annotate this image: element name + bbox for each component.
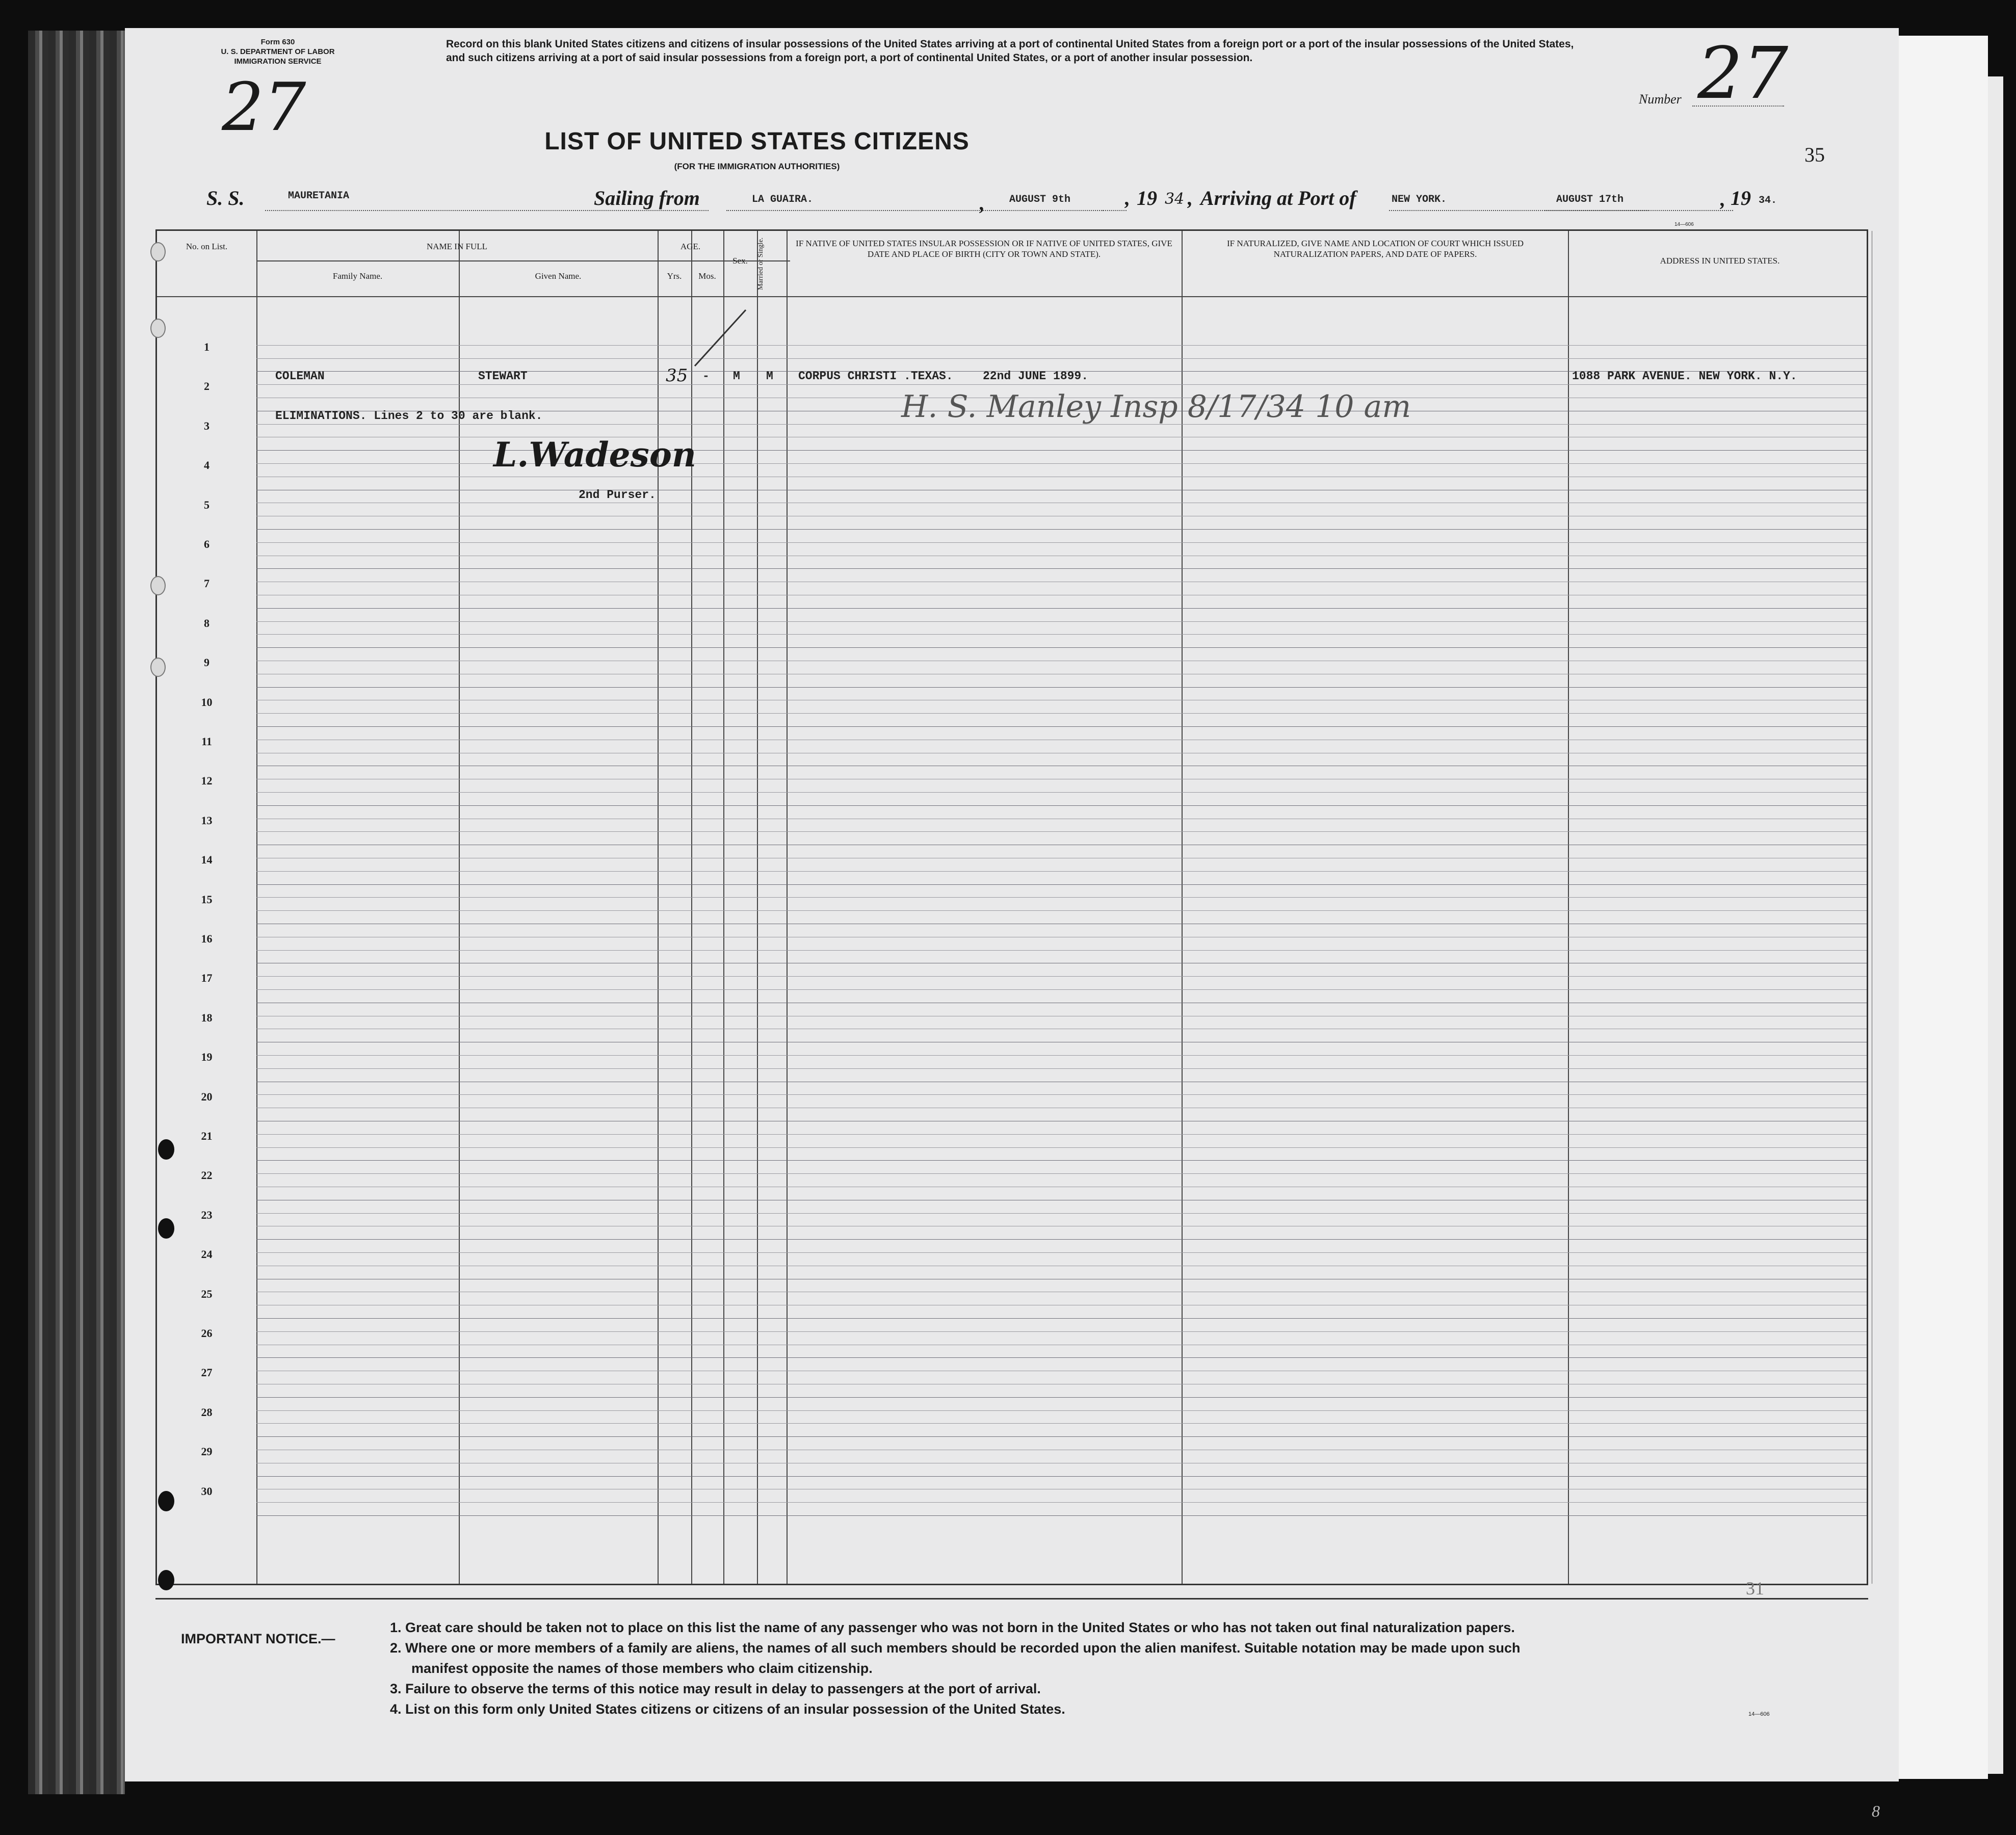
notice-2: 2. Where one or more members of a family are aliens, the names of all such members should be recorded upon the alien manifest. Suitable notation may be made upon such — [390, 1640, 1521, 1656]
row-rule — [256, 1476, 1867, 1477]
birth-date-entry: 22nd JUNE 1899. — [983, 370, 1089, 383]
row-rule — [256, 897, 1867, 898]
column-divider — [1182, 231, 1183, 1584]
row-rule — [256, 976, 1867, 977]
row-number: 26 — [201, 1327, 213, 1340]
row-rule — [256, 687, 1867, 688]
row-rule — [256, 871, 1867, 872]
row-rule — [256, 831, 1867, 832]
arriving-label: Arriving at Port of — [1200, 187, 1356, 209]
row-number: 21 — [201, 1130, 213, 1142]
subheader-divider — [256, 260, 790, 261]
column-divider — [256, 231, 257, 1584]
row-rule — [256, 384, 1867, 385]
arrival-date-line — [1544, 210, 1733, 211]
comma-separator: , — [1720, 188, 1725, 211]
row-rule — [256, 1094, 1867, 1095]
column-header-yrs: Yrs. — [667, 271, 682, 281]
birth-place-entry: CORPUS CHRISTI .TEXAS. — [798, 370, 953, 383]
row-rule — [256, 608, 1867, 609]
sex-entry: M — [733, 370, 740, 383]
row-rule — [256, 910, 1867, 911]
row-rule — [256, 1423, 1867, 1424]
row-number: 9 — [204, 656, 210, 669]
row-number: 27 — [201, 1366, 213, 1379]
notice-4: 4. List on this form only United States citizens or citizens of an insular possession of the United States. — [390, 1701, 1065, 1717]
row-rule — [256, 1055, 1867, 1056]
binding-hole — [158, 1218, 174, 1239]
row-rule — [256, 542, 1867, 543]
arrival-year: 34. — [1759, 195, 1777, 206]
row-rule — [256, 792, 1867, 793]
notice-3: 3. Failure to observe the terms of this notice may result in delay to passengers at the port of arrival. — [390, 1681, 1041, 1696]
column-header-family: Family Name. — [332, 271, 383, 281]
row-number: 1 — [204, 340, 210, 353]
row-number: 5 — [204, 498, 210, 511]
row-rule — [256, 1173, 1867, 1174]
row-number: 30 — [201, 1484, 213, 1498]
sailing-date: AUGUST 9th — [1009, 194, 1071, 205]
row-rule — [256, 713, 1867, 714]
notice-2-continued: manifest opposite the names of those members who claim citizenship. — [411, 1661, 873, 1676]
row-rule — [256, 345, 1867, 346]
column-header-sex: Sex. — [732, 256, 748, 266]
row-number: 11 — [201, 735, 212, 748]
citizen-list-table — [155, 229, 1868, 1585]
row-rule — [256, 884, 1867, 885]
row-rule — [256, 805, 1867, 806]
signer-title: 2nd Purser. — [579, 488, 656, 502]
service-name: IMMIGRATION SERVICE — [234, 57, 322, 66]
comma-separator: , — [1188, 187, 1193, 209]
row-number: 15 — [201, 893, 213, 906]
age-months-entry: - — [702, 370, 710, 383]
row-number: 18 — [201, 1011, 213, 1024]
column-header-no: No. on List. — [186, 242, 228, 251]
row-rule — [256, 1147, 1867, 1148]
row-rule — [256, 647, 1867, 648]
column-divider — [691, 231, 692, 1584]
row-number: 10 — [201, 695, 213, 709]
form-header — [212, 37, 344, 66]
record-instructions: Record on this blank United States citizens and citizens of insular possessions of the United States arriving at a port of continental United States from a foreign port or a port of the insular possessions of the United States, and such citizens arriving at a port of said insular possessions from a foreign port, a port of continental United States, or a port of another insular possession. — [446, 38, 1574, 64]
row-rule — [256, 1213, 1867, 1214]
arrival-date: AUGUST 17th — [1556, 194, 1624, 205]
column-header-address: ADDRESS IN UNITED STATES. — [1660, 256, 1780, 266]
row-number: 23 — [201, 1208, 213, 1221]
stamp-number: 31 — [1746, 1578, 1764, 1598]
binding-hole — [150, 242, 166, 261]
row-rule — [256, 529, 1867, 530]
binding-hole — [150, 576, 166, 595]
row-rule — [256, 1436, 1867, 1437]
row-number: 7 — [204, 577, 210, 590]
column-header-native: IF NATIVE OF UNITED STATES INSULAR POSSESSION OR IF NATIVE OF UNITED STATES, GIVE DATE AND PLACE OF BIRTH (CITY OR TOWN AND STATE). — [796, 239, 1172, 259]
sailing-year-prefix: 19 — [1137, 187, 1157, 209]
address-entry: 1088 PARK AVENUE. NEW YORK. N.Y. — [1572, 370, 1797, 383]
column-divider — [658, 231, 659, 1584]
book-binding — [28, 31, 125, 1794]
sailing-port: LA GUAIRA. — [752, 194, 814, 205]
form-number: Form 630 — [260, 38, 295, 46]
binding-hole — [150, 658, 166, 677]
ship-name: MAURETANIA — [288, 190, 350, 202]
row-rule — [256, 621, 1867, 622]
arrival-port: NEW YORK. — [1392, 194, 1447, 205]
binding-hole — [158, 1491, 174, 1511]
binding-hole — [150, 319, 166, 338]
row-number: 25 — [201, 1287, 213, 1300]
row-number: 20 — [201, 1090, 213, 1103]
page-title: LIST OF UNITED STATES CITIZENS — [544, 128, 970, 155]
row-rule — [256, 1502, 1867, 1503]
row-rule — [256, 950, 1867, 951]
row-number: 17 — [201, 972, 213, 985]
row-rule — [256, 1515, 1867, 1516]
row-number: 22 — [201, 1169, 213, 1182]
column-header-age: AGE. — [680, 242, 701, 251]
binding-hole — [158, 1570, 174, 1590]
row-number: 6 — [204, 538, 210, 550]
column-divider — [757, 231, 758, 1584]
corner-mark: 8 — [1872, 1802, 1880, 1820]
header-divider — [157, 296, 1867, 297]
row-rule — [256, 1160, 1867, 1161]
row-rule — [256, 1068, 1867, 1069]
binding-hole — [158, 1139, 174, 1160]
sailing-label: Sailing from — [594, 187, 700, 209]
row-rule — [256, 726, 1867, 727]
column-header-naturalized: IF NATURALIZED, GIVE NAME AND LOCATION OF COURT WHICH ISSUED NATURALIZATION PAPERS, AND DATE OF PAPERS. — [1226, 239, 1524, 259]
page-number: 35 — [1804, 143, 1825, 166]
row-number: 2 — [204, 380, 210, 393]
row-rule — [256, 1357, 1867, 1358]
department-name: U. S. DEPARTMENT OF LABOR — [221, 47, 335, 56]
column-divider — [1568, 231, 1569, 1584]
inspector-note: H. S. Manley Insp 8/17/34 10 am — [901, 389, 1411, 425]
notice-1: 1. Great care should be taken not to place on this list the name of any passenger who was not born in the United States or who has not taken out final naturalization papers. — [390, 1620, 1515, 1635]
row-rule — [256, 989, 1867, 990]
column-divider — [723, 231, 724, 1584]
age-years-entry: 35 — [666, 365, 688, 386]
row-number: 28 — [201, 1405, 213, 1419]
row-rule — [256, 1134, 1867, 1135]
column-divider — [787, 231, 788, 1584]
column-header-name: NAME IN FULL — [427, 242, 487, 251]
family-name-entry: COLEMAN — [275, 370, 325, 383]
manifest-page — [125, 28, 1899, 1781]
row-rule — [256, 1331, 1867, 1332]
handwritten-number: 27 — [1697, 32, 1789, 115]
printer-mark: 14—606 — [1674, 222, 1694, 227]
row-number: 12 — [201, 774, 213, 788]
column-header-mos: Mos. — [698, 271, 716, 281]
ss-label: S. S. — [206, 187, 245, 209]
check-mark — [690, 307, 751, 369]
row-number: 19 — [201, 1051, 213, 1064]
row-number: 24 — [201, 1248, 213, 1261]
arrival-year-prefix: 19 — [1731, 187, 1751, 209]
row-rule — [256, 1397, 1867, 1398]
column-header-given: Given Name. — [535, 271, 582, 281]
page-subtitle: (FOR THE IMMIGRATION AUTHORITIES) — [674, 162, 840, 171]
row-number: 14 — [201, 853, 213, 867]
number-label: Number — [1639, 92, 1682, 107]
comma-separator: , — [980, 192, 985, 215]
row-rule — [256, 1318, 1867, 1319]
row-number: 3 — [204, 419, 210, 432]
form-code: 14—606 — [1748, 1711, 1770, 1717]
eliminations-note: ELIMINATIONS. Lines 2 to 30 are blank. — [275, 409, 543, 423]
given-name-entry: STEWART — [478, 370, 528, 383]
row-rule — [256, 1410, 1867, 1411]
sailing-date-line — [989, 210, 1127, 211]
row-rule — [256, 1239, 1867, 1240]
row-rule — [256, 568, 1867, 569]
comma-separator: , — [1125, 187, 1130, 209]
notice-label: IMPORTANT NOTICE.— — [181, 1631, 335, 1646]
column-divider — [459, 231, 460, 1584]
handwritten-list-number: 27 — [222, 68, 306, 146]
row-number: 8 — [204, 616, 210, 630]
sailing-year: 34 — [1165, 190, 1185, 208]
table-bottom-rule — [155, 1598, 1868, 1600]
row-number: 4 — [204, 459, 210, 472]
row-rule — [256, 358, 1867, 359]
row-number: 29 — [201, 1445, 213, 1458]
ship-line — [265, 210, 709, 211]
purser-signature: L.Wadeson — [493, 435, 696, 475]
married-entry: M — [766, 370, 773, 383]
column-header-married: Married or Single. — [757, 237, 765, 290]
row-number: 13 — [201, 814, 213, 827]
row-number: 16 — [201, 932, 213, 945]
row-rule — [256, 1252, 1867, 1253]
row-rule — [256, 634, 1867, 635]
